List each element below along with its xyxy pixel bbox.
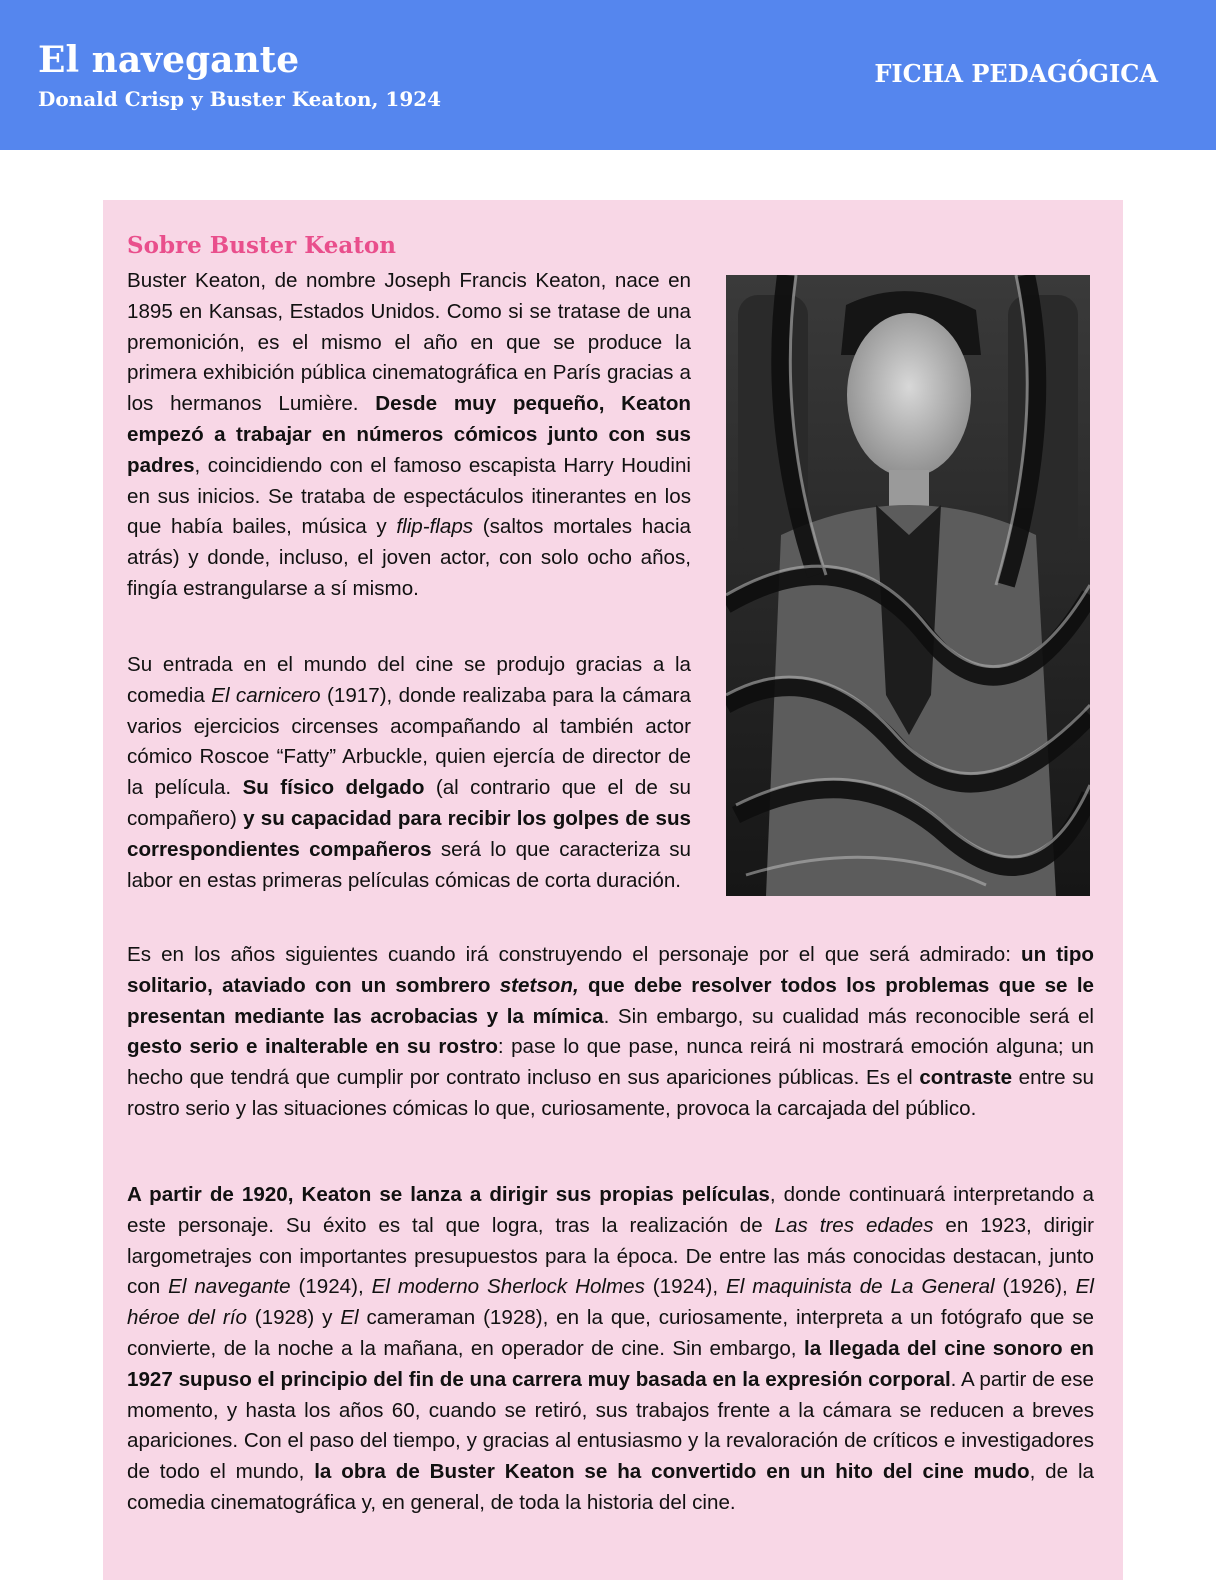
section-title: Sobre Buster Keaton (127, 232, 396, 259)
biography-panel (103, 200, 1123, 1580)
biography-paragraph-2: Su entrada en el mundo del cine se produjo gracias a la comedia El carnicero (1917), donde realizaba para la cámara varios ejercicios circenses acompañando al también actor cómico Roscoe “Fatty” Arbuckle, quien ejercía de director de la película. Su físico delgado (al contrario que el de su compañero) y su capacidad para recibir los golpes de sus correspondientes compañeros será lo que caracteriza su labor en estas primeras películas cómicas de corta duración. (127, 653, 692, 892)
portrait-photo-icon (726, 275, 1090, 896)
biography-paragraph-4: A partir de 1920, Keaton se lanza a dirigir sus propias películas, donde continuará interpretando a este personaje. Su éxito es tal que logra, tras la realización de Las tres edades en 1923, dirigir largometrajes con importantes presupuestos para la época. De entre las más conocidas destacan, junto con El navegante (1924), El moderno Sherlock Holmes (1924), El maquinista de La General (1926), El héroe del río (1928) y El cameraman (1928), en la que, curiosamente, interpreta a un fotógrafo que se convierte, de la noche a la mañana, en operador de cine. Sin embargo, la llegada del cine sonoro en 1927 supuso el principio del fin de una carrera muy basada en la expresión corporal. A partir de ese momento, y hasta los años 60, cuando se retiró, sus trabajos frente a la cámara se reducen a breves apariciones. Con el paso del tiempo, y gracias al entusiasmo y la revaloración de críticos e investigadores de todo el mundo, la obra de Buster Keaton se ha convertido en un hito del cine mudo, de la comedia cinematográfica y, en general, de toda la historia del cine. (127, 1183, 1094, 1514)
document-type-label: FICHA PEDAGÓGICA (874, 59, 1158, 88)
biography-paragraph-1: Buster Keaton, de nombre Joseph Francis Keaton, nace en 1895 en Kansas, Estados Unidos. Como si se tratase de una premonición, es el mismo el año en que se produce la primera exhibición pública cinematográfica en París gracias a los hermanos Lumière. Desde muy pequeño, Keaton empezó a trabajar en números cómicos junto con sus padres, coincidiendo con el famoso escapista Harry Houdini en sus inicios. Se trataba de espectáculos itinerantes en los que había bailes, música y flip-flaps (saltos mortales hacia atrás) y donde, incluso, el joven actor, con solo ocho años, fingía estrangularse a sí mismo. (127, 269, 691, 600)
film-title: El navegante (38, 39, 300, 81)
film-subtitle: Donald Crisp y Buster Keaton, 1924 (38, 87, 442, 111)
header-banner (0, 0, 1216, 150)
biography-paragraph-3: Es en los años siguientes cuando irá construyendo el personaje por el que será admirado: un tipo solitario, ataviado con un sombrero stetson, que debe resolver todos los problemas que se le presentan mediante las acrobacias y la mímica. Sin embargo, su cualidad más reconocible será el gesto serio e inalterable en su rostro: pase lo que pase, nunca reirá ni mostrará emoción alguna; un hecho que tendrá que cumplir por contrato incluso en sus apariciones públicas. Es el contraste entre su rostro serio y las situaciones cómicas lo que, curiosamente, provoca la carcajada del público. (127, 943, 1094, 1120)
